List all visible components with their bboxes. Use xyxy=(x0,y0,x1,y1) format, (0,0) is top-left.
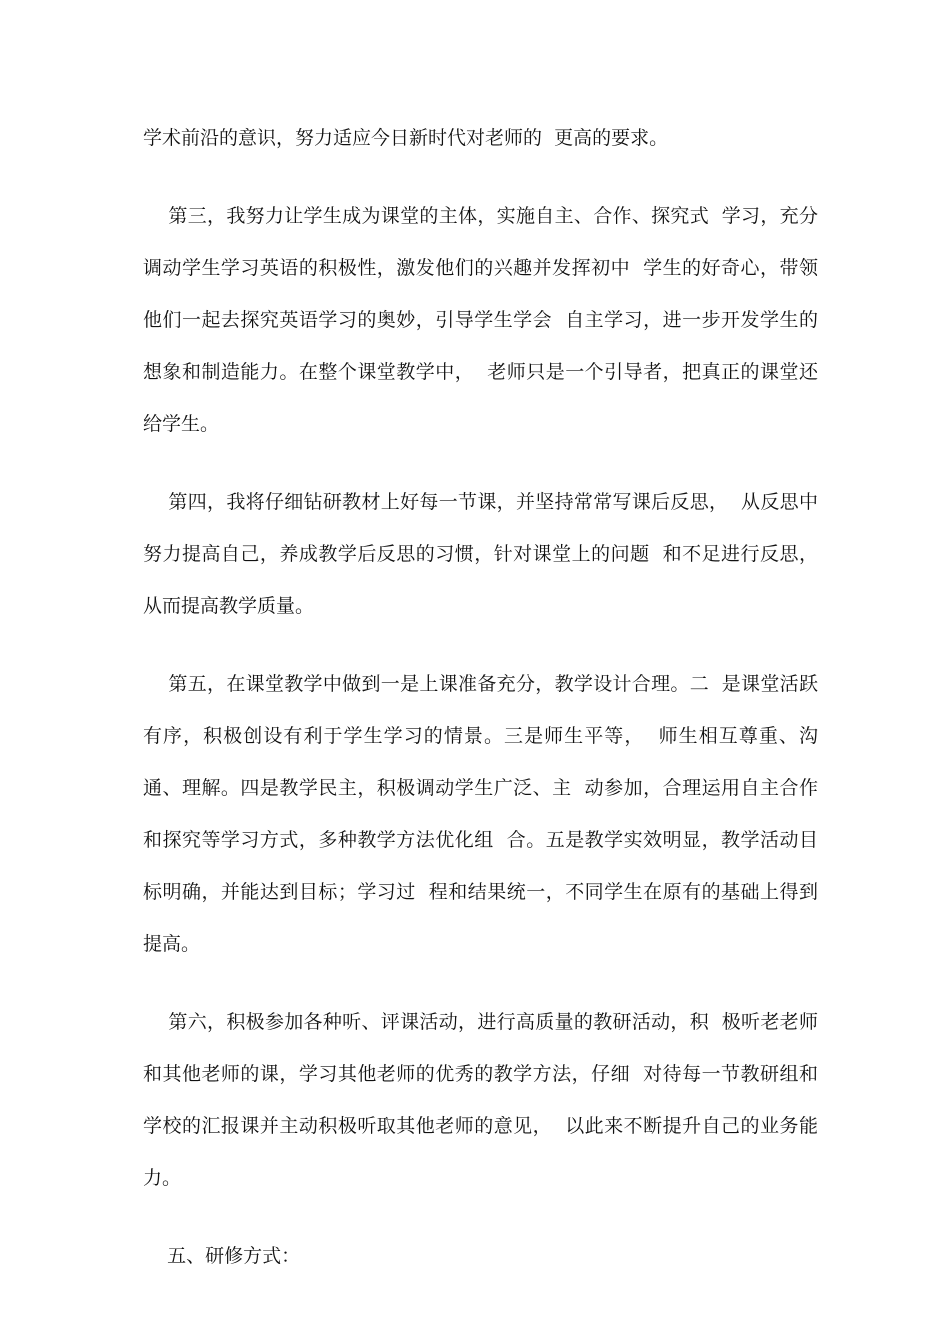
text-line: 第三，我努力让学生成为课堂的主体，实施自主、合作、探究式 学习，充分 xyxy=(143,205,818,227)
text-line: 力。 xyxy=(143,1167,182,1189)
paragraph-gap xyxy=(143,970,818,996)
paragraph-sixth xyxy=(143,996,818,1204)
paragraph-gap xyxy=(143,450,818,476)
text-line: 学术前沿的意识，努力适应今日新时代对老师的 更高的要求。 xyxy=(143,127,669,149)
text-line: 想象和制造能力。在整个课堂教学中， 老师只是一个引导者，把真正的课堂还 xyxy=(143,361,818,383)
heading-line: 五、研修方式： xyxy=(143,1245,301,1267)
document-body xyxy=(143,112,818,1282)
text-line: 从而提高教学质量。 xyxy=(143,595,315,617)
paragraph-third xyxy=(143,190,818,450)
text-line: 调动学生学习英语的积极性，激发他们的兴趣并发挥初中 学生的好奇心，带领 xyxy=(143,257,818,279)
text-line: 学校的汇报课并主动积极听取其他老师的意见， 以此来不断提升自己的业务能 xyxy=(143,1115,818,1137)
text-line: 和其他老师的课，学习其他老师的优秀的教学方法，仔细 对待每一节教研组和 xyxy=(143,1063,818,1085)
text-line: 有序，积极创设有利于学生学习的情景。三是师生平等， 师生相互尊重、沟 xyxy=(143,725,818,747)
paragraph-gap xyxy=(143,164,818,190)
section-heading xyxy=(143,1230,818,1282)
paragraph-gap xyxy=(143,632,818,658)
text-line: 第六，积极参加各种听、评课活动，进行高质量的教研活动，积 极听老老师 xyxy=(143,1011,818,1033)
paragraph-fifth xyxy=(143,658,818,970)
text-line: 通、理解。四是教学民主，积极调动学生广泛、主 动参加，合理运用自主合作 xyxy=(143,777,818,799)
text-line: 标明确，并能达到目标；学习过 程和结果统一，不同学生在原有的基础上得到 xyxy=(143,881,818,903)
text-line: 给学生。 xyxy=(143,413,220,435)
text-line: 和探究等学习方式，多种教学方法优化组 合。五是教学实效明显，教学活动目 xyxy=(143,829,818,851)
text-line: 提高。 xyxy=(143,933,201,955)
text-line: 他们一起去探究英语学习的奥妙，引导学生学会 自主学习，进一步开发学生的 xyxy=(143,309,818,331)
text-line: 努力提高自己，养成教学后反思的习惯，针对课堂上的问题 和不足进行反思， xyxy=(143,543,818,565)
paragraph-fourth xyxy=(143,476,818,632)
paragraph-continuation xyxy=(143,112,818,164)
text-line: 第五，在课堂教学中做到一是上课准备充分，教学设计合理。二 是课堂活跃 xyxy=(143,673,818,695)
text-line: 第四，我将仔细钻研教材上好每一节课，并坚持常常写课后反思， 从反思中 xyxy=(143,491,818,513)
paragraph-gap xyxy=(143,1204,818,1230)
